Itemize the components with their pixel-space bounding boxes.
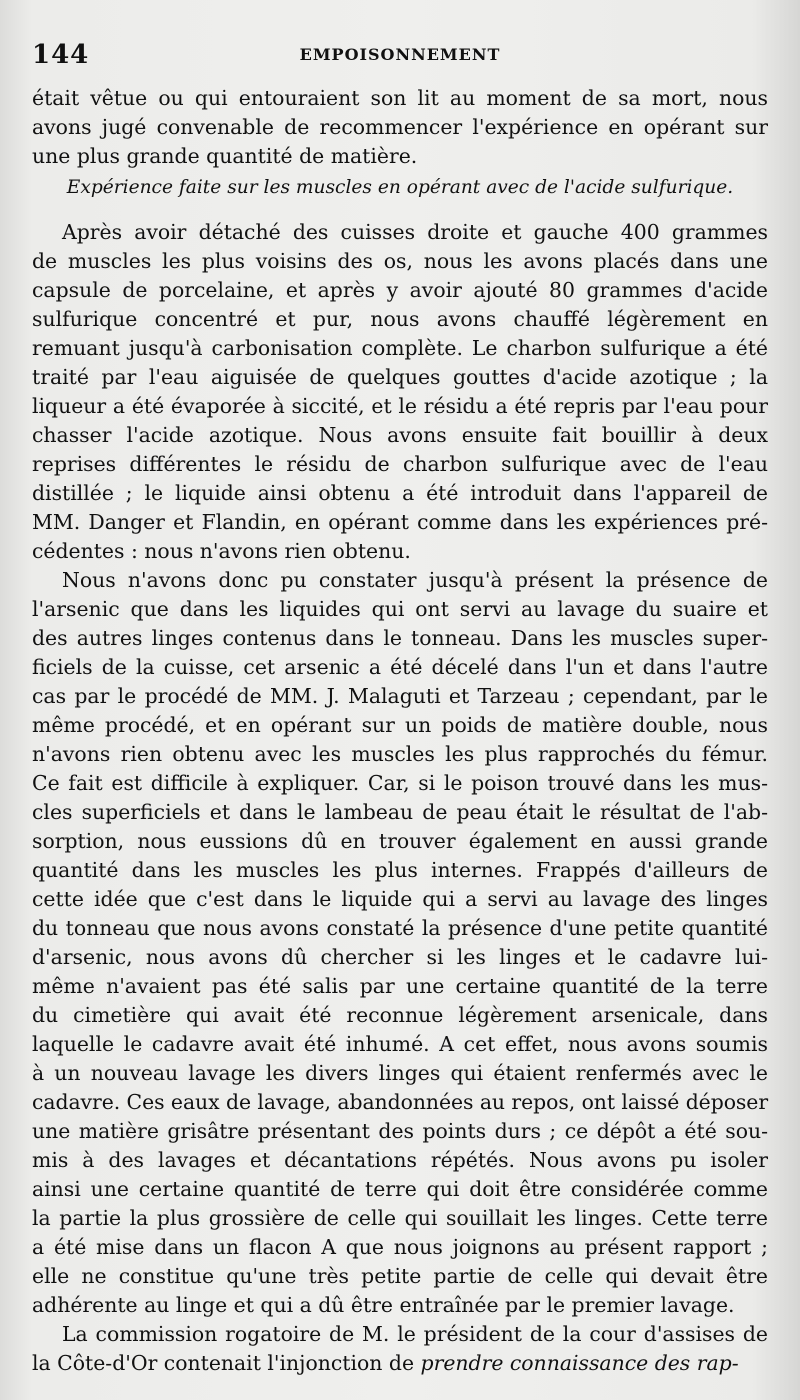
text-line: laquelle le cadavre avait été inhumé. A cet effet, nous avons soumis [32,1032,768,1056]
text-line: était vêtue ou qui entouraient son lit au moment de sa mort, nous [32,86,768,110]
section-subheading: Expérience faite sur les muscles en opérant avec de l'acide sulfurique. [66,177,734,198]
text-line: cles superficiels et dans le lambeau de peau était le résultat de l'ab- [32,800,768,824]
running-head: EMPOISONNEMENT [299,45,501,64]
text-line: la partie la plus grossière de celle qui souillait les linges. Cette terre [32,1206,768,1230]
text-line: n'avons rien obtenu avec les muscles les plus rapprochés du fémur. [32,742,768,766]
text-line: d'arsenic, nous avons dû chercher si les linges et le cadavre lui- [32,945,768,969]
paragraph-1 [32,84,768,171]
text-line-start: la Côte-d'Or contenait l'injonction de [32,1351,421,1375]
text-line: La commission rogatoire de M. le président de la cour d'assises de [62,1322,768,1346]
text-line: traité par l'eau aiguisée de quelques gouttes d'acide azotique ; la [32,365,768,389]
text-line: remuant jusqu'à carbonisation complète. Le charbon sulfurique a été [32,336,769,360]
text-line: mis à des lavages et décantations répétés. Nous avons pu isoler [32,1148,768,1172]
text-line: adhérente au linge et qui a dû être entraînée par le premier lavage. [32,1293,735,1317]
text-line: MM. Danger et Flandin, en opérant comme dans les expériences pré- [32,510,768,534]
text-line: Après avoir détaché des cuisses droite et gauche 400 grammes [62,220,768,244]
text-line: Nous n'avons donc pu constater jusqu'à présent la présence de [62,568,768,592]
text-line: elle ne constitue qu'une très petite partie de celle qui devait être [32,1264,768,1288]
text-line: distillée ; le liquide ainsi obtenu a été introduit dans l'appareil de [32,481,768,505]
text-line: reprises différentes le résidu de charbon sulfurique avec de l'eau [32,452,768,476]
text-line: cette idée que c'est dans le liquide qui a servi au lavage des linges [32,887,768,911]
text-line: à un nouveau lavage les divers linges qui étaient renfermés avec le [32,1061,768,1085]
paragraph-2 [32,218,768,566]
text-line: une plus grande quantité de matière. [32,144,418,168]
text-line: ainsi une certaine quantité de terre qui doit être considérée comme [32,1177,768,1201]
text-line: des autres linges contenus dans le tonneau. Dans les muscles super- [32,626,768,650]
italic-phrase: prendre connaissance des rap- [420,1351,739,1375]
text-line: cadavre. Ces eaux de lavage, abandonnées au repos, ont laissé déposer [32,1090,769,1114]
paragraph-3 [32,566,768,1320]
page-number: 144 [32,40,90,70]
page-body [32,84,768,1378]
text-line: capsule de porcelaine, et après y avoir ajouté 80 grammes d'acide [32,278,768,302]
text-line: du tonneau que nous avons constaté la présence d'une petite quantité [32,916,768,940]
text-line: Ce fait est difficile à expliquer. Car, si le poison trouvé dans les mus- [32,771,768,795]
page-header [32,38,768,78]
text-line: l'arsenic que dans les liquides qui ont servi au lavage du suaire et [32,597,768,621]
text-line: de muscles les plus voisins des os, nous les avons placés dans une [32,249,768,273]
text-line: même n'avaient pas été salis par une certaine quantité de la terre [32,974,768,998]
text-line: sulfurique concentré et pur, nous avons chauffé légèrement en [32,307,768,331]
text-line: quantité dans les muscles les plus internes. Frappés d'ailleurs de [32,858,768,882]
text-line: du cimetière qui avait été reconnue légèrement arsenicale, dans [32,1003,768,1027]
text-line: une matière grisâtre présentant des points durs ; ce dépôt a été sou- [32,1119,768,1143]
text-line: sorption, nous eussions dû en trouver également en aussi grande [32,829,768,853]
text-line: liqueur a été évaporée à siccité, et le résidu a été repris par l'eau pour [32,394,768,418]
text-line: chasser l'acide azotique. Nous avons ensuite fait bouillir à deux [32,423,768,447]
text-line: cédentes : nous n'avons rien obtenu. [32,539,411,563]
text-line: même procédé, et en opérant sur un poids de matière double, nous [32,713,768,737]
text-line: ficiels de la cuisse, cet arsenic a été décelé dans l'un et dans l'autre [32,655,768,679]
text-line: cas par le procédé de MM. J. Malaguti et Tarzeau ; cependant, par le [32,684,768,708]
text-line: a été mise dans un flacon A que nous joignons au présent rapport ; [32,1235,768,1259]
text-line: avons jugé convenable de recommencer l'expérience en opérant sur [32,115,768,139]
bleed-through-ghost-text [40,1368,760,1387]
